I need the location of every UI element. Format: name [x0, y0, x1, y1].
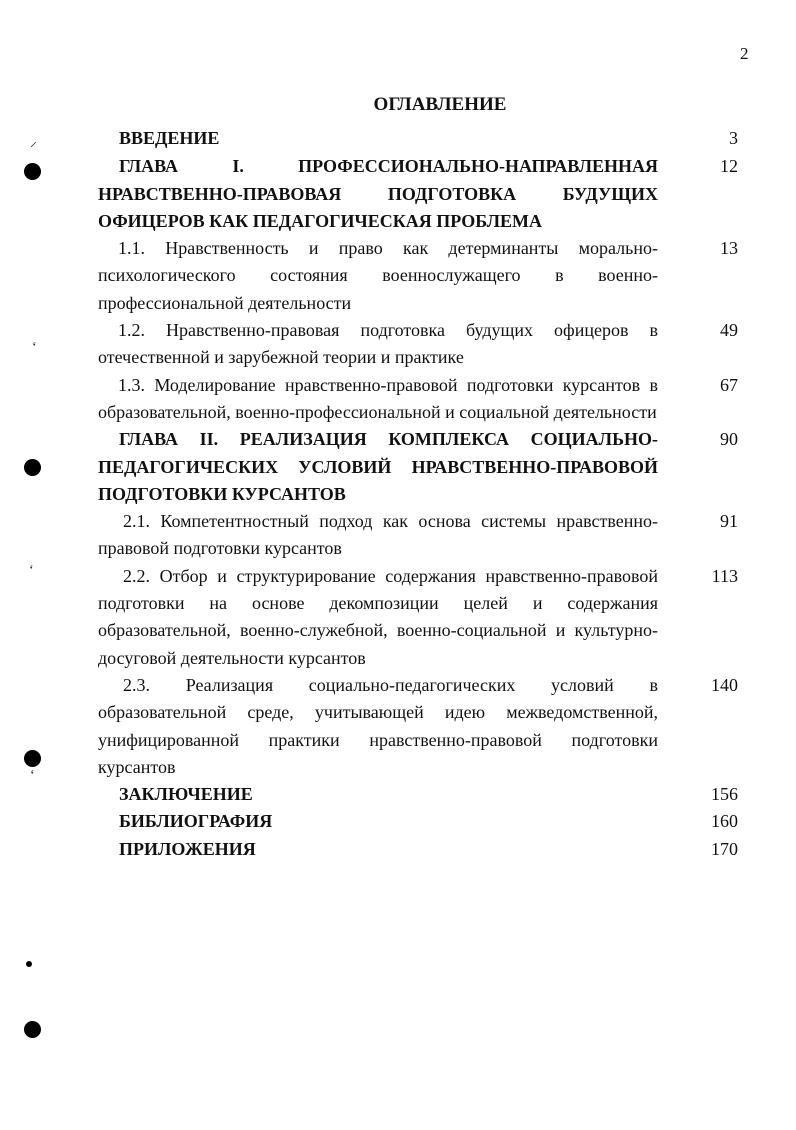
toc-entry-page: 113	[711, 565, 738, 586]
toc-entry-page: 13	[720, 238, 738, 259]
toc-entry-appendices	[98, 836, 738, 863]
toc-entry-page: 67	[720, 374, 738, 395]
toc-entry-section-1-1	[98, 235, 738, 317]
toc-entry-page: 160	[711, 811, 738, 832]
table-of-contents	[98, 125, 738, 863]
toc-entry-conclusion	[98, 781, 738, 808]
toc-entry-text: 2.2. Отбор и структурирование содержания нравственно-правовой подготовки на основе декомпозиции целей и содержания образовательной, военно-служебной, военно-социальной и культурно-досуговой деятельности курсантов	[98, 565, 658, 668]
toc-entry-section-2-2	[98, 563, 738, 672]
toc-entry-bibliography	[98, 808, 738, 835]
toc-entry-text: 1.3. Моделирование нравственно-правовой подготовки курсантов в образовательной, военно-профессиональной и социальной деятельности	[98, 374, 658, 422]
toc-entry-text: 2.3. Реализация социально-педагогических условий в образовательной среде, учитывающей идею межведомственной, унифицированной практики нравственно-правовой подготовки курсантов	[98, 674, 658, 777]
toc-entry-text: БИБЛИОГРАФИЯ	[119, 811, 273, 832]
scan-mark: ʻ	[30, 768, 35, 783]
scan-mark: ʻ	[29, 563, 34, 578]
toc-entry-section-2-1	[98, 508, 738, 563]
toc-entry-page: 170	[711, 838, 738, 859]
binder-hole	[24, 750, 41, 767]
toc-entry-text: 1.1. Нравственность и право как детерминанты морально-психологического состояния военнослужащего в военно-профессиональной деятельности	[98, 238, 658, 313]
scan-mark: ʻ	[32, 340, 37, 355]
toc-entry-text: ПРИЛОЖЕНИЯ	[119, 838, 256, 859]
binder-hole	[24, 459, 41, 476]
page-number: 2	[740, 44, 749, 63]
binder-hole	[24, 1021, 41, 1038]
toc-entry-page: 49	[720, 320, 738, 341]
toc-entry-page: 156	[711, 784, 738, 805]
toc-entry-page: 140	[711, 674, 738, 695]
toc-title: ОГЛАВЛЕНИЕ	[373, 94, 507, 115]
toc-entry-chapter-2	[98, 426, 738, 508]
scan-mark: ⸝	[30, 135, 37, 150]
toc-entry-page: 3	[729, 128, 738, 148]
toc-entry-introduction	[98, 125, 738, 152]
toc-entry-text: ГЛАВА I. ПРОФЕССИОНАЛЬНО-НАПРАВЛЕННАЯ НРАВСТВЕННО-ПРАВОВАЯ ПОДГОТОВКА БУДУЩИХ ОФИЦЕРОВ КАК ПЕДАГОГИЧЕСКАЯ ПРОБЛЕМА	[98, 156, 658, 231]
toc-entry-section-1-3	[98, 372, 738, 427]
toc-entry-section-1-2	[98, 317, 738, 372]
binder-hole	[24, 163, 41, 180]
toc-entry-text: 1.2. Нравственно-правовая подготовка будущих офицеров в отечественной и зарубежной теории и практике	[98, 320, 658, 368]
toc-entry-text: ЗАКЛЮЧЕНИЕ	[119, 784, 253, 805]
toc-entry-chapter-1	[98, 153, 738, 235]
toc-entry-text: 2.1. Компетентностный подход как основа системы нравственно-правовой подготовки курсантов	[98, 511, 658, 559]
scan-speck	[26, 961, 32, 967]
toc-entry-section-2-3	[98, 672, 738, 781]
toc-entry-page: 91	[720, 511, 738, 532]
toc-entry-text: ГЛАВА II. РЕАЛИЗАЦИЯ КОМПЛЕКСА СОЦИАЛЬНО-ПЕДАГОГИЧЕСКИХ УСЛОВИЙ НРАВСТВЕННО-ПРАВОВОЙ ПОДГОТОВКИ КУРСАНТОВ	[98, 429, 658, 504]
toc-entry-text: ВВЕДЕНИЕ	[119, 128, 220, 148]
toc-entry-page: 12	[720, 156, 738, 177]
toc-entry-page: 90	[720, 429, 738, 450]
